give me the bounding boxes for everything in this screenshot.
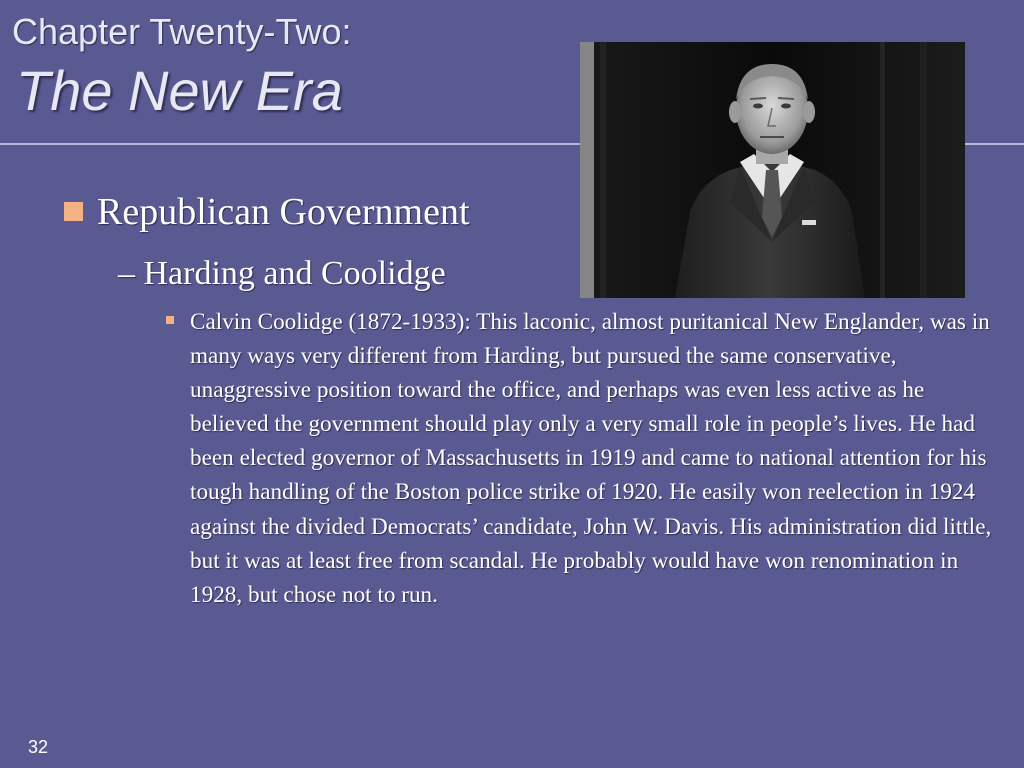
small-square-bullet-icon [166, 316, 174, 324]
chapter-heading: Chapter Twenty-Two: [12, 11, 352, 52]
slide-title: The New Era [16, 59, 343, 122]
sub-bullet-harding-coolidge: – Harding and Coolidge [118, 255, 446, 292]
square-bullet-icon [64, 202, 83, 221]
bullet-text: Republican Government [97, 191, 470, 233]
portrait-photo [580, 42, 965, 298]
bullet-republican-government [64, 188, 470, 236]
coolidge-paragraph: Calvin Coolidge (1872-1933): This laconic, almost puritanical New Englander, was in many ways very different from Harding, but pursued the same conservative, unaggressive position toward the office, and perhaps was even less active as he believed the government should play only a very small role in people’s lives. He had been elected governor of Massachusetts in 1919 and came to national attention for his tough handling of the Boston police strike of 1920. He easily won reelection in 1924 against the divided Democrats’ candidate, John W. Davis. His administration did little, but it was at least free from scandal. He probably would have won renomination in 1928, but chose not to run. [190, 309, 992, 608]
slide-number: 32 [28, 737, 49, 757]
